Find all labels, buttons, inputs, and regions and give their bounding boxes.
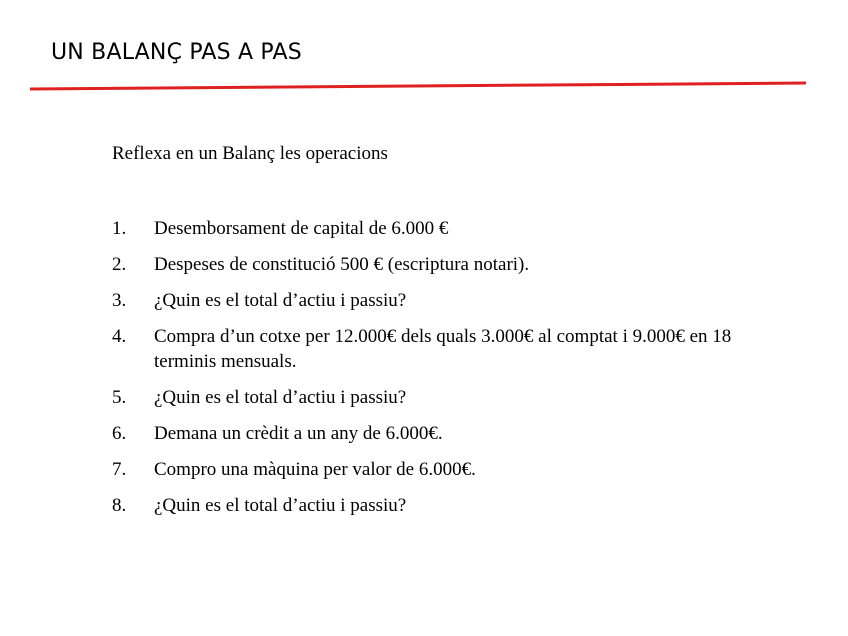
list-item — [112, 385, 772, 410]
slide-title: UN BALANÇ PAS A PAS — [51, 40, 302, 65]
list-item — [112, 216, 772, 241]
title-divider — [30, 79, 806, 91]
intro-text: Reflexa en un Balanç les operacions — [112, 143, 388, 164]
list-item-number: 6. — [112, 423, 127, 444]
list-item-number: 8. — [112, 495, 127, 516]
list-item-text: ¿Quin es el total d’actiu i passiu? — [154, 387, 407, 408]
list-item — [112, 324, 772, 374]
list-item-text: Desemborsament de capital de 6.000 € — [154, 218, 449, 239]
list-item-number: 5. — [112, 387, 127, 408]
list-item-text: ¿Quin es el total d’actiu i passiu? — [154, 495, 407, 516]
list-item — [112, 252, 772, 277]
list-item-text: Compro una màquina per valor de 6.000€. — [154, 459, 476, 480]
list-item-text: Compra d’un cotxe per 12.000€ dels quals 3.000€ al comptat i 9.000€ en 18 terminis mensuals. — [154, 326, 732, 372]
operations-list — [112, 216, 772, 529]
list-item — [112, 288, 772, 313]
list-item-number: 7. — [112, 459, 127, 480]
list-item-number: 1. — [112, 218, 127, 239]
list-item-number: 4. — [112, 326, 127, 347]
list-item-text: ¿Quin es el total d’actiu i passiu? — [154, 290, 407, 311]
list-item-text: Despeses de constitució 500 € (escriptura notari). — [154, 254, 530, 275]
list-item-number: 2. — [112, 254, 127, 275]
list-item — [112, 457, 772, 482]
list-item-number: 3. — [112, 290, 127, 311]
list-item — [112, 421, 772, 446]
list-item-text: Demana un crèdit a un any de 6.000€. — [154, 423, 443, 444]
list-item — [112, 493, 772, 518]
